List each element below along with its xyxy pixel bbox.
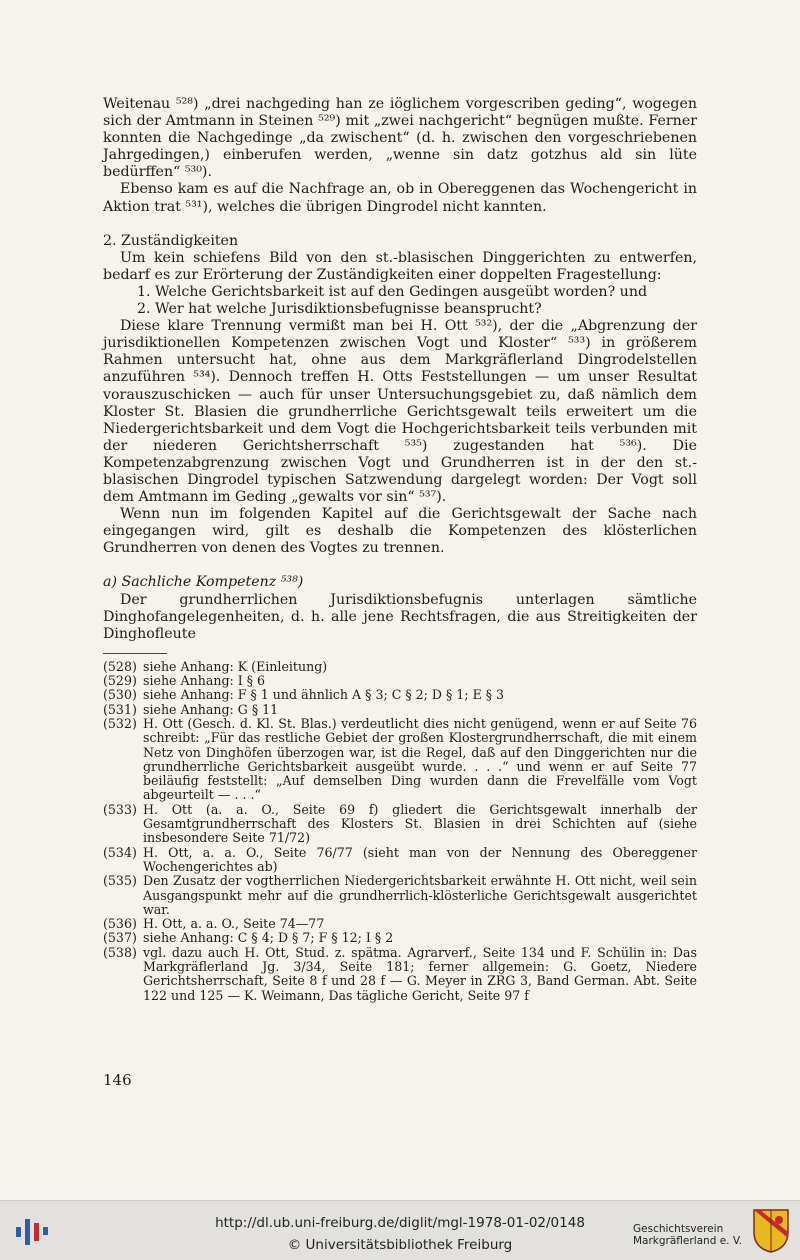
footnote-divider bbox=[103, 653, 167, 654]
footnote-537: (537) siehe Anhang: C § 4; D § 7; F § 12; I § 2 bbox=[103, 930, 394, 946]
society-name: Geschichtsverein Markgräflerland e. V. bbox=[633, 1223, 743, 1247]
question-2: 2. Wer hat welche Jurisdiktionsbefugnisse beansprucht? bbox=[137, 301, 542, 318]
footnote-533: (533) H. Ott (a. a. O., Seite 69 f) gliedert die Gerichtsgewalt innerhalb der Gesamtgrundherrschaft des Klosters St. Blasien in drei Schichten auf (siehe insbesondere Seite 71/72) bbox=[103, 801, 697, 846]
footnote-536: (536) H. Ott, a. a. O., Seite 74—77 bbox=[103, 916, 325, 932]
footnote-530: (530) siehe Anhang: F § 1 und ähnlich A § 3; C § 2; D § 1; E § 3 bbox=[103, 687, 505, 703]
viewer-footer bbox=[0, 1200, 800, 1260]
footer-url-link[interactable]: http://dl.ub.uni-freiburg.de/diglit/mgl-1978-01-02/0148 bbox=[215, 1215, 585, 1231]
page-number: 146 bbox=[103, 1071, 132, 1089]
footnote-538: (538) vgl. dazu auch H. Ott, Stud. z. spätma. Agrarverf., Seite 134 und F. Schülin in: Das Markgräflerland Jg. 3/34, Seite 181; ferner allgemein: G. Goetz, Niedere Gerichtsherrschaft, Seite 8 f und 28 f — G. Meyer in ZRG 3, Band German. Abt. Seite 122 und 125 — K. Weimann, Das tägliche Gericht, Seite 97 f bbox=[103, 944, 697, 1003]
coat-of-arms-icon bbox=[752, 1208, 790, 1254]
section-heading: 2. Zuständigkeiten bbox=[103, 232, 239, 249]
paragraph-ott: Diese klare Trennung vermißt man bei H. Ott ⁵³²), der die „Abgrenzung der jurisdiktionellen Kompetenzen zwischen Vogt und Kloster“ ⁵³³) in größerem Rahmen untersucht hat, ohne aus dem Markgräflerland Dingrodelstellen anzuführen ⁵³⁴). Dennoch treffen H. Otts Feststellungen — um unser Resultat vorauszuschicken — auch für unser Untersuchungsgebiet zu, daß nämlich dem Kloster St. Blasien die grundherrliche Gerichtsgewalt teils erweitert um die Niedergerichtsbarkeit und dem Vogt die Hochgerichtsbarkeit teils verbunden mit der niederen Gerichtsherrschaft ⁵³⁵) zugestanden hat ⁵³⁶). Die Kompetenzabgrenzung zwischen Vogt und Grundherren ist in der den st.-blasischen Dingrodel typischen Satzwendung dargelegt worden: Der Vogt soll dem Amtmann im Geding „gewalts vor sin“ ⁵³⁷). bbox=[103, 318, 697, 506]
section-intro: Um kein schiefens Bild von den st.-blasischen Dinggerichten zu entwerfen, bedarf es zur Erörterung der Zuständigkeiten einer doppelten Fragestellung: bbox=[103, 249, 697, 283]
footnote-532: (532) H. Ott (Gesch. d. Kl. St. Blas.) verdeutlicht dies nicht genügend, wenn er auf Seite 76 schreibt: „Für das restliche Gebiet der großen Klostergrundherrschaft, die mit einem Netz von Dinghöfen überzogen war, ist die Regel, daß auf den Dinggerichten nur die grundherrliche Gerichtsbarkeit ausgeübt wurde. . . .“ und wenn er auf Seite 77 beiläufig feststellt: „Auf demselben Ding wurden dann die Frevelfälle vom Vogt abgeurteilt — . . .“ bbox=[103, 716, 697, 803]
paragraph-obereggenen: Ebenso kam es auf die Nachfrage an, ob in Obereggenen das Wochengericht in Aktion trat ⁵³¹), welches die übrigen Dingrodel nicht kannten. bbox=[103, 181, 697, 215]
footer-copyright: © Universitätsbibliothek Freiburg bbox=[287, 1237, 513, 1253]
paragraph-sachliche: Der grundherrlichen Jurisdiktionsbefugnis unterlagen sämtliche Dinghofangelegenheiten, d. h. alle jene Rechtsfragen, die aus Streitigkeiten der Dinghofleute bbox=[103, 591, 697, 642]
paragraph-weitenau: Weitenau ⁵²⁸) „drei nachgeding han ze iöglichem vorgescriben geding“, wogegen sich der Amtmann in Steinen ⁵²⁹) mit „zwei nachgericht“ begnügen mußte. Ferner konnten die Nachgedinge „da zwischent“ (d. h. zwischen den vorgeschriebenen Jahrgedingen,) einberufen werden, „wenne sin datz gotzhus ald sin lüte bedürffen“ ⁵³⁰). bbox=[103, 96, 697, 181]
subheading-sachliche-kompetenz: a) Sachliche Kompetenz ⁵³⁸) bbox=[103, 574, 304, 591]
footnote-534: (534) H. Ott, a. a. O., Seite 76/77 (sieht man von der Nennung des Obereggener Wochengerichtes ab) bbox=[103, 844, 697, 874]
question-1: 1. Welche Gerichtsbarkeit ist auf den Gedingen ausgeübt worden? und bbox=[137, 283, 648, 300]
footnote-535: (535) Den Zusatz der vogtherrlichen Niedergerichtsbarkeit erwähnte H. Ott nicht, weil sein Ausgangspunkt mehr auf die grundherrlich-klösterliche Gerichtsgewalt ausgerichtet war. bbox=[103, 873, 697, 917]
footnote-528: (528) siehe Anhang: K (Einleitung) bbox=[103, 658, 328, 674]
page-content bbox=[103, 96, 697, 1003]
footnote-529: (529) siehe Anhang: I § 6 bbox=[103, 673, 266, 689]
footnote-531: (531) siehe Anhang: G § 11 bbox=[103, 701, 279, 717]
footnotes bbox=[103, 660, 697, 1003]
paragraph-next: Wenn nun im folgenden Kapitel auf die Gerichtsgewalt der Sache nach eingegangen wird, gilt es deshalb die Kompetenzen des klösterlichen Grundherren von denen des Vogtes zu trennen. bbox=[103, 506, 697, 557]
